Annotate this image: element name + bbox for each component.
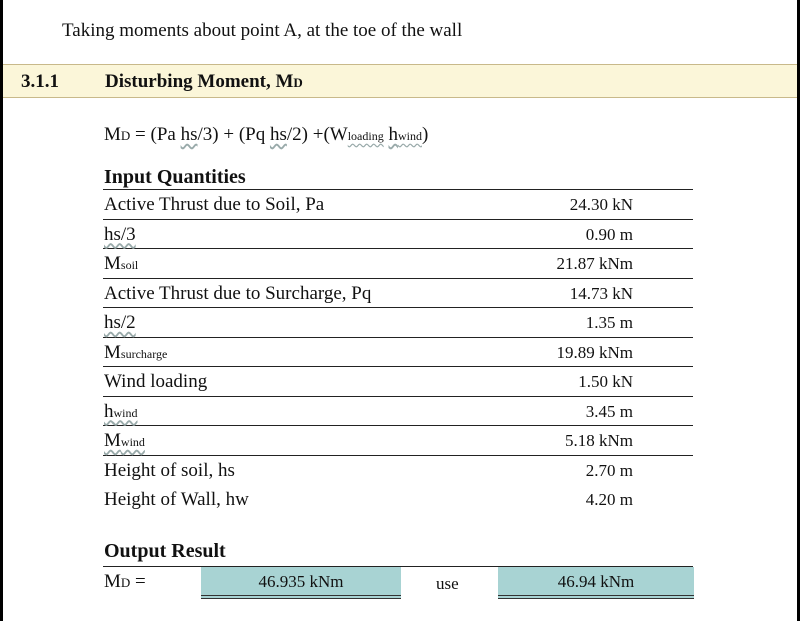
- row-label-sub: surcharge: [120, 346, 168, 361]
- row-label-main: M: [104, 341, 121, 363]
- section-title: [105, 71, 303, 93]
- table-row: [103, 338, 693, 368]
- formula-part1: = (Pa: [130, 124, 181, 145]
- formula-part2: /3) + (Pq: [197, 124, 270, 145]
- table-row: [103, 367, 693, 397]
- row-value: 5.18 kNm: [565, 431, 633, 450]
- formula-h-sub: wind: [397, 129, 422, 143]
- formula-prefix: M: [104, 124, 121, 145]
- row-value: 3.45 m: [585, 401, 633, 421]
- row-label: Height of soil, hs: [104, 459, 235, 481]
- table-row: [103, 279, 693, 309]
- output-equals: =: [130, 571, 146, 592]
- row-value: 14.73 kN: [569, 283, 633, 303]
- formula-w-sub: loading: [347, 129, 384, 143]
- raw-result-cell: 46.935 kNm: [201, 567, 401, 599]
- row-label: [104, 401, 138, 423]
- section-number: 3.1.1: [21, 71, 59, 92]
- output-label-sc: d: [120, 571, 131, 592]
- row-label: Active Thrust due to Soil, Pa: [104, 194, 325, 215]
- row-label-sub: wind: [113, 405, 138, 420]
- table-row: [103, 308, 693, 338]
- row-label-main: M: [104, 253, 121, 274]
- moment-formula: [104, 124, 428, 146]
- row-label: [104, 253, 138, 275]
- row-value: 0.90 m: [585, 224, 633, 244]
- formula-hs2: hs: [269, 124, 287, 145]
- table-row: [103, 426, 693, 456]
- row-value: 1.50 kN: [578, 372, 633, 391]
- section-title-subscript: d: [293, 71, 303, 92]
- table-row: [103, 190, 693, 220]
- formula-hs1: hs: [180, 124, 198, 145]
- section-header: [3, 64, 797, 98]
- row-value: 4.20 m: [585, 490, 633, 509]
- row-label: Active Thrust due to Surcharge, Pq: [104, 282, 372, 304]
- formula-h: h: [388, 124, 398, 145]
- row-label: hs/2: [104, 312, 136, 333]
- row-value: 24.30 kN: [569, 195, 633, 214]
- output-label: [104, 571, 146, 593]
- row-label: [104, 342, 167, 364]
- section-title-text: Disturbing Moment, M: [105, 71, 294, 92]
- row-value: 2.70 m: [585, 460, 633, 480]
- row-value: 19.89 kNm: [556, 342, 633, 362]
- output-label-m: M: [104, 571, 121, 592]
- formula-close: ): [421, 124, 429, 145]
- use-label: use: [436, 574, 459, 593]
- row-label: Height of Wall, hw: [104, 489, 249, 510]
- table-row: [103, 397, 693, 427]
- row-label-sub: soil: [120, 258, 139, 272]
- formula-prefix-sc: d: [120, 124, 131, 145]
- row-label: hs/3: [104, 223, 136, 245]
- output-result-heading: Output Result: [104, 540, 226, 562]
- rounded-result-cell: 46.94 kNm: [498, 567, 694, 599]
- input-quantities-table: [103, 190, 693, 515]
- intro-text: Taking moments about point A, at the toe of the wall: [62, 20, 463, 41]
- table-row: [103, 456, 693, 486]
- row-label-main: M: [104, 430, 121, 451]
- row-label: [104, 430, 145, 452]
- row-label: Wind loading: [104, 371, 208, 392]
- row-value: 21.87 kNm: [556, 254, 633, 273]
- row-value: 1.35 m: [585, 313, 633, 332]
- table-row: [103, 249, 693, 279]
- table-row: [103, 485, 693, 515]
- row-label-main: h: [104, 400, 114, 422]
- table-row: [103, 220, 693, 250]
- input-quantities-heading: Input Quantities: [104, 166, 246, 188]
- formula-part3: /2) +(W: [286, 124, 348, 145]
- row-label-sub: wind: [120, 435, 145, 449]
